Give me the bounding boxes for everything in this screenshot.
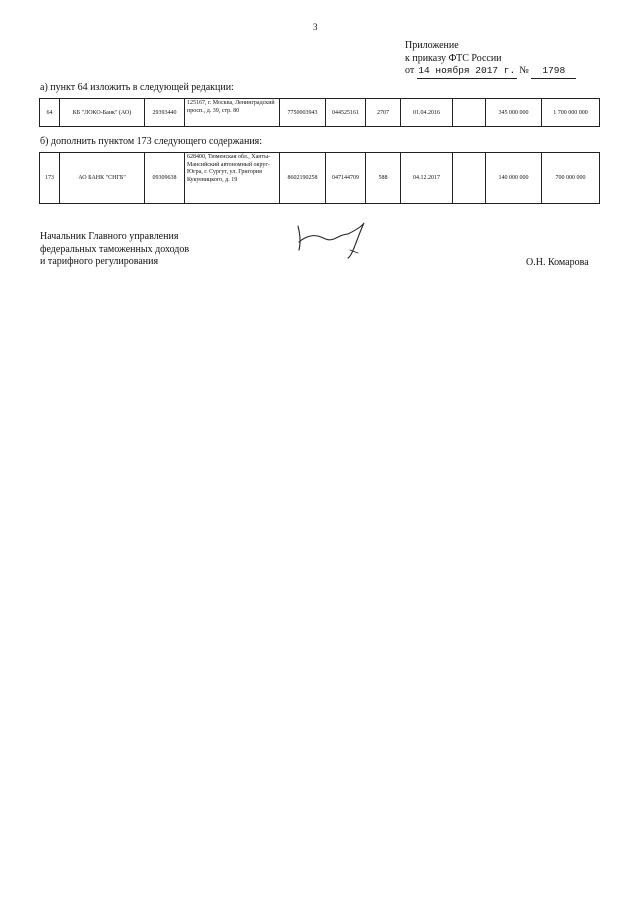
cell-empty [453,99,486,127]
cell-okpo: 09309638 [145,153,185,204]
section-b-label: б) дополнить пунктом 173 следующего содержания: [40,136,263,147]
order-number-sign: № [519,65,529,76]
cell-inn: 7750003943 [280,99,326,127]
cell-okpo: 29393440 [145,99,185,127]
order-number: 1798 [531,65,576,79]
table-row [40,99,600,127]
signatory-title [40,231,189,269]
page-number: 3 [313,22,318,32]
order-date-prefix: от [405,65,415,76]
cell-date: 01.04.2016 [401,99,453,127]
section-a-table [39,98,600,127]
section-a-label: а) пункт 64 изложить в следующей редакции: [40,82,234,93]
cell-date: 04.12.2017 [401,153,453,204]
cell-limit-single: 345 000 000 [486,99,542,127]
signatory-title-line: и тарифного регулирования [40,256,159,267]
order-date: 14 ноября 2017 г. [417,65,517,79]
handwritten-signature [288,220,370,260]
cell-limit-single: 140 000 000 [486,153,542,204]
cell-address: 125167, г. Москва, Ленинградский просп., д. 39, стр. 80 [185,99,280,127]
section-b-table [39,152,600,204]
appendix-title: Приложение [405,40,459,51]
cell-item-number: 64 [40,99,60,127]
signatory-title-line: Начальник Главного управления [40,231,179,242]
appendix-header [405,40,576,79]
table-row [40,153,600,204]
cell-reg-number: 588 [366,153,401,204]
order-date-line [405,65,576,79]
cell-bik: 047144709 [326,153,366,204]
cell-limit-total: 1 700 000 000 [542,99,600,127]
signatory-name: О.Н. Комарова [526,257,589,268]
cell-inn: 8602190258 [280,153,326,204]
cell-bank-name: КБ "ЛОКО-Банк" (АО) [60,99,145,127]
cell-reg-number: 2707 [366,99,401,127]
cell-empty [453,153,486,204]
cell-address: 628400, Тюменская обл., Ханты-Мансийский автономный округ-Югра, г. Сургут, ул. Григория Кукуевицкого, д. 19 [185,153,280,204]
cell-item-number: 173 [40,153,60,204]
cell-limit-total: 700 000 000 [542,153,600,204]
signatory-title-line: федеральных таможенных доходов [40,243,190,255]
cell-bik: 044525161 [326,99,366,127]
cell-bank-name: АО БАНК "СНГБ" [60,153,145,204]
appendix-order-ref: к приказу ФТС России [405,52,502,64]
